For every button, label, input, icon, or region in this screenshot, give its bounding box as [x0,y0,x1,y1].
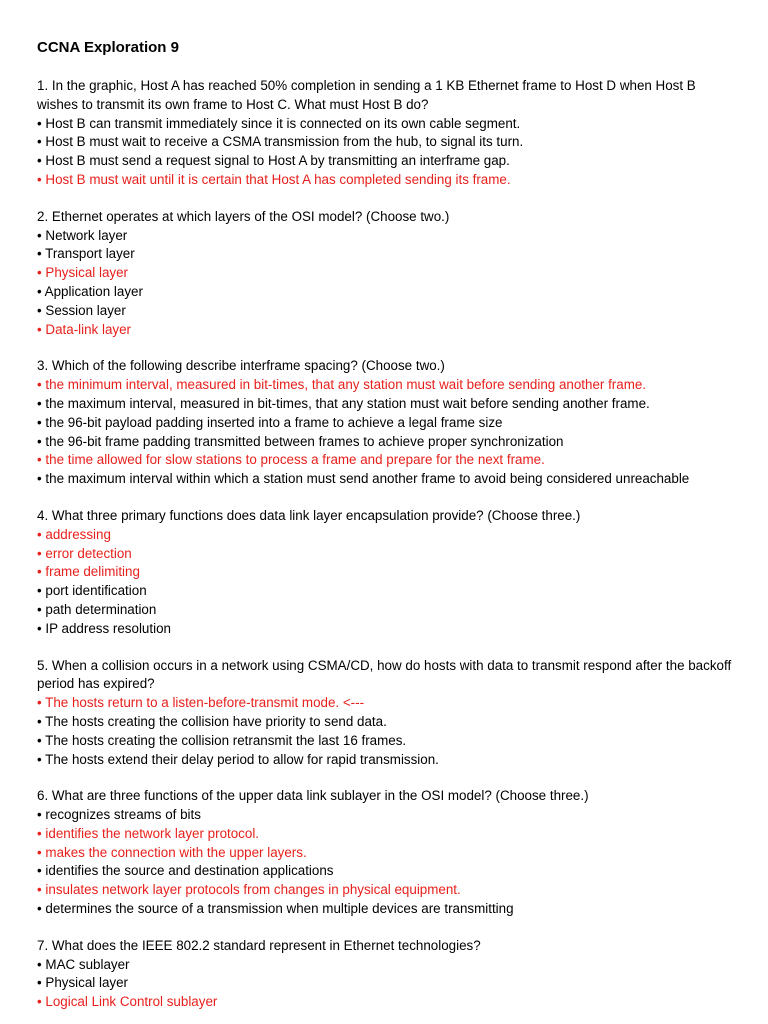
question-block [37,937,737,1012]
question-block [37,507,737,639]
answer-option: • Network layer [37,227,128,243]
answer-option: • determines the source of a transmission when multiple devices are transmitting [37,901,514,917]
correct-answer-option: • makes the connection with the upper layers. [37,844,307,860]
answer-option: • Host B must send a request signal to Host A by transmitting an interframe gap. [37,153,510,169]
answer-options [37,115,737,190]
answer-option: • the 96-bit payload padding inserted into a frame to achieve a legal frame size [37,414,503,430]
answer-option: • the maximum interval, measured in bit-times, that any station must wait before sending another frame. [37,395,650,411]
answer-option: • Host B can transmit immediately since it is connected on its own cable segment. [37,115,521,131]
correct-answer-option: • Logical Link Control sublayer [37,994,218,1010]
question-text: 5. When a collision occurs in a network using CSMA/CD, how do hosts with data to transmit respond after the backoff period has expired? [37,657,732,692]
answer-option: • IP address resolution [37,620,171,636]
question-list [37,77,737,1024]
question-block [37,357,737,489]
question-block [37,787,737,919]
answer-option: • the 96-bit frame padding transmitted between frames to achieve proper synchronization [37,433,564,449]
answer-options [37,227,737,340]
correct-answer-option: • identifies the network layer protocol. [37,825,260,841]
answer-options [37,956,737,1012]
correct-answer-option: • frame delimiting [37,564,140,580]
question-block [37,208,737,340]
answer-option: • The hosts extend their delay period to allow for rapid transmission. [37,751,439,767]
correct-answer-option: • the minimum interval, measured in bit-times, that any station must wait before sending another frame. [37,377,647,393]
answer-option: • The hosts creating the collision have priority to send data. [37,713,387,729]
answer-option: • Physical layer [37,975,129,991]
correct-answer-option: • Physical layer [37,265,129,281]
answer-options [37,694,737,769]
question-block [37,657,737,770]
answer-option: • The hosts creating the collision retransmit the last 16 frames. [37,732,407,748]
answer-option: • recognizes streams of bits [37,807,201,823]
correct-answer-option: • insulates network layer protocols from changes in physical equipment. [37,882,461,898]
answer-option: • MAC sublayer [37,956,130,972]
correct-answer-option: • addressing [37,526,111,542]
answer-option: • Application layer [37,283,143,299]
answer-option: • path determination [37,601,157,617]
answer-option: • the maximum interval within which a station must send another frame to avoid being considered unreachable [37,471,690,487]
correct-answer-option: • error detection [37,545,132,561]
correct-answer-option: • Host B must wait until it is certain that Host A has completed sending its frame. [37,171,511,187]
correct-answer-option: • The hosts return to a listen-before-transmit mode. <--- [37,695,365,711]
question-text: 1. In the graphic, Host A has reached 50% completion in sending a 1 KB Ethernet frame to Host D when Host B wishes to transmit its own frame to Host C. What must Host B do? [37,78,696,112]
question-text: 7. What does the IEEE 802.2 standard represent in Ethernet technologies? [37,937,481,953]
answer-option: • Transport layer [37,246,135,262]
question-block [37,77,737,190]
answer-option: • Host B must wait to receive a CSMA transmission from the hub, to signal its turn. [37,134,524,150]
answer-options [37,376,737,489]
correct-answer-option: • the time allowed for slow stations to process a frame and prepare for the next frame. [37,452,545,468]
correct-answer-option: • Data-link layer [37,321,131,337]
answer-options [37,526,737,639]
answer-option: • port identification [37,583,147,599]
answer-option: • identifies the source and destination applications [37,863,334,879]
document-title: CCNA Exploration 9 [37,39,179,56]
question-text: 6. What are three functions of the upper data link sublayer in the OSI model? (Choose three.) [37,788,589,804]
question-text: 4. What three primary functions does data link layer encapsulation provide? (Choose three.) [37,507,581,523]
answer-option: • Session layer [37,302,126,318]
question-text: 3. Which of the following describe interframe spacing? (Choose two.) [37,358,445,374]
answer-options [37,806,737,919]
question-text: 2. Ethernet operates at which layers of the OSI model? (Choose two.) [37,208,450,224]
